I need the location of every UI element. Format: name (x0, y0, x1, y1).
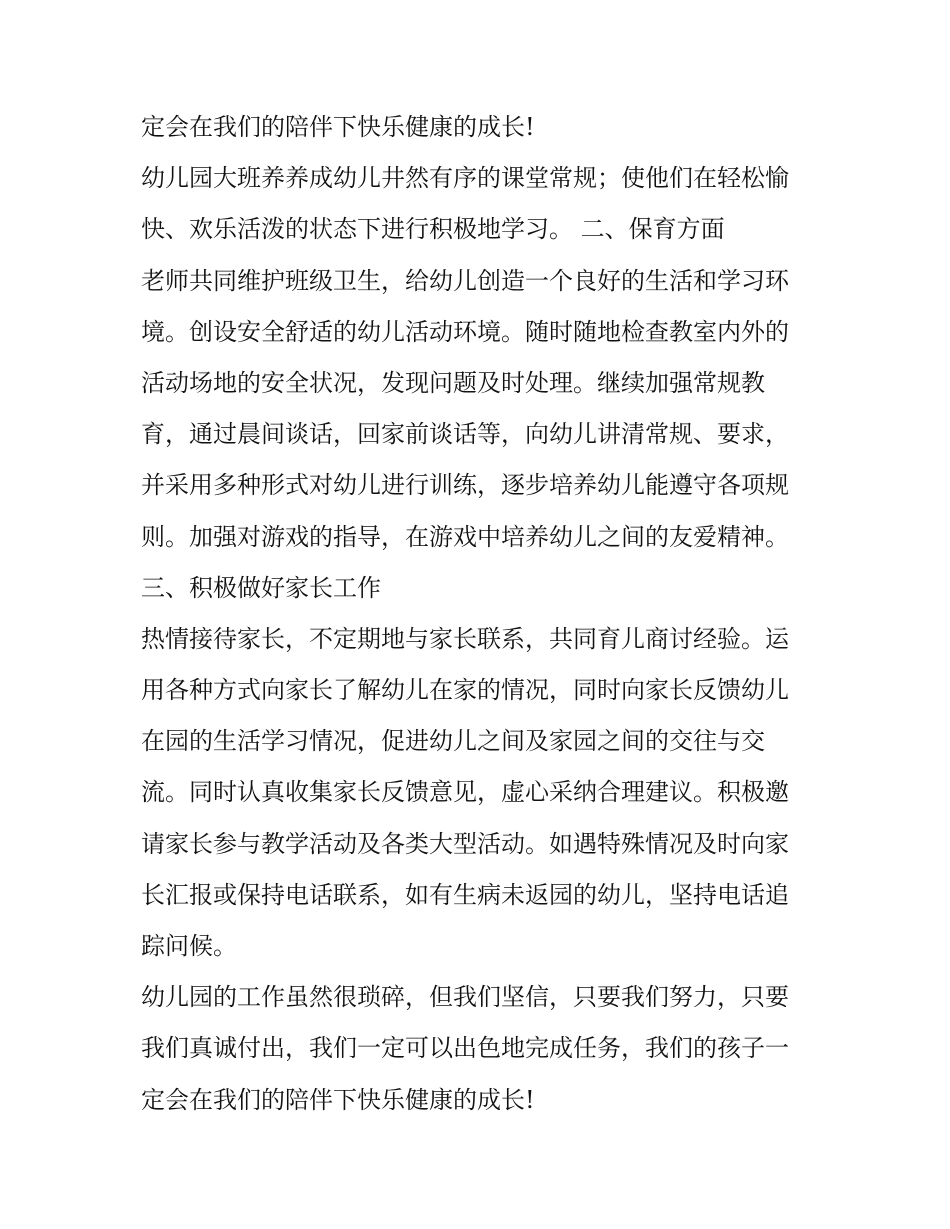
text-line: 我们真诚付出，我们一定可以出色地完成任务，我们的孩子一 (141, 1034, 789, 1063)
text-line: 幼儿园的工作虽然很琐碎，但我们坚信，只要我们努力，只要 (141, 983, 789, 1012)
text-line: 流。同时认真收集家长反馈意见，虚心采纳合理建议。积极邀 (141, 778, 789, 807)
text-line: 活动场地的安全状况，发现问题及时处理。继续加强常规教 (141, 368, 765, 397)
text-line: 幼儿园大班养养成幼儿井然有序的课堂常规；使他们在轻松愉 (141, 164, 789, 193)
text-line: 用各种方式向家长了解幼儿在家的情况，同时向家长反馈幼儿 (141, 676, 789, 705)
text-line: 定会在我们的陪伴下快乐健康的成长! (141, 113, 535, 141)
text-line: 定会在我们的陪伴下快乐健康的成长! (141, 1085, 535, 1114)
text-line: 热情接待家长，不定期地与家长联系，共同育儿商讨经验。运 (141, 624, 789, 653)
text-line: 快、欢乐活泼的状态下进行积极地学习。 二、保育方面 (141, 215, 725, 244)
text-line: 踪问候。 (141, 932, 237, 960)
section-heading: 三、积极做好家长工作 (141, 573, 381, 602)
text-line: 则。加强对游戏的指导，在游戏中培养幼儿之间的友爱精神。 (141, 522, 789, 551)
text-line: 育，通过晨间谈话，回家前谈话等，向幼儿讲清常规、要求， (141, 420, 789, 449)
text-line: 境。创设安全舒适的幼儿活动环境。随时随地检查教室内外的 (141, 317, 789, 346)
body-text (141, 102, 821, 1126)
text-line: 长汇报或保持电话联系，如有生病未返园的幼儿，坚持电话追 (141, 880, 789, 909)
text-line: 请家长参与教学活动及各类大型活动。如遇特殊情况及时向家 (141, 829, 789, 858)
text-line: 并采用多种形式对幼儿进行训练，逐步培养幼儿能遵守各项规 (141, 471, 789, 500)
text-line: 在园的生活学习情况，促进幼儿之间及家园之间的交往与交 (141, 727, 765, 756)
text-line: 老师共同维护班级卫生，给幼儿创造一个良好的生活和学习环 (141, 266, 789, 295)
